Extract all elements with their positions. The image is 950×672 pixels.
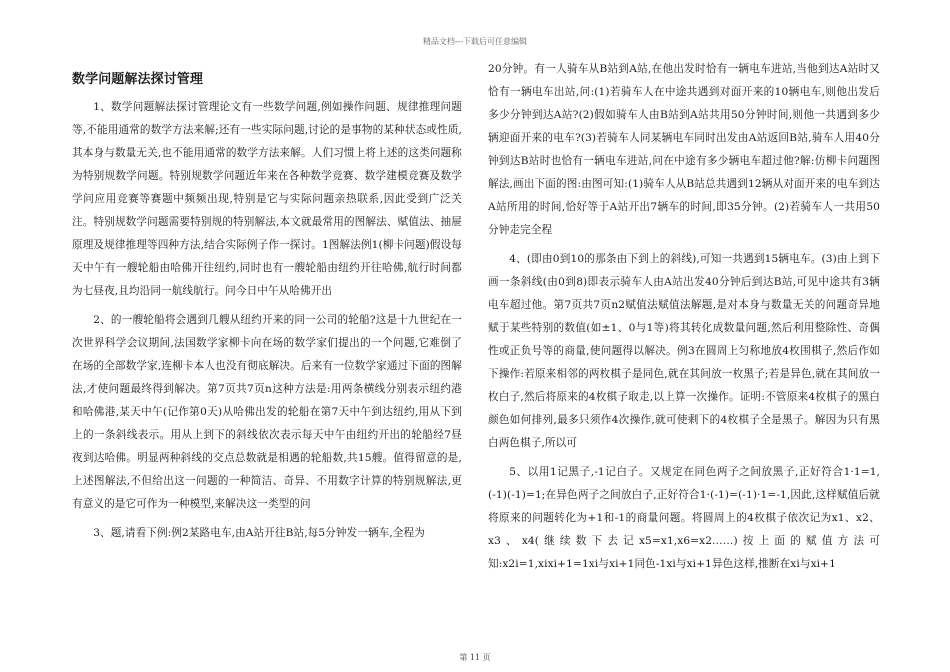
paragraph-4: 4、(即由0到10的那条由下到上的斜线),可知一共遇到15辆电车。(3)由上到下画一条斜线(由0到8)即表示骑车人由A站出发40分钟后到达B站,可见中途共有3辆电车超过他。第7页共7页n2赋值法赋值法解题,是对本身与数量无关的问题奇异地赋于某些特别的数值(如±1、0与1等)将其转化成数量问题,然后利用整除性、奇偶性或正负号等的商量,使问题得以解决。例3在圆周上匀称地放4枚围棋子,然后作如下操作:若原来相邻的两枚棋子是同色,就在其间放一枚黑子;若是异色,就在其间放一枚白子,然后将原来的4枚棋子取走,以上算一次操作。证明:不管原来4枚棋子的黑白颜色如何排列,最多只须作4次操作,就可使剩下的4枚棋子全是黑子。解因为只有黑白两色棋子,所以可 xyxy=(488,253,880,449)
page-number: 第 11 页 xyxy=(459,653,491,662)
paragraph-3: 3、题,请看下例:例2某路电车,由A站开往B站,每5分钟发一辆车,全程为 xyxy=(93,527,425,539)
paragraph-5: 5、以用1记黑子,-1记白子。又规定在同色两子之间放黑子,正好符合1·1=1,(-1)(-1)=1;在异色两子之间放白子,正好符合1·(-1)=(-1)·1=-1,因此,这样赋值后就将原来的问题转化为+1和-1的商量问题。将圆周上的4枚棋子依次记为x1、x2、x3、x4(继续数下去记x5=x1,x6=x2……)按上面的赋值方法可知:x2i=1,xixi+1=1xi与xi+1同色-1xi与xi+1异色这样,推断在xi与xi+1 xyxy=(488,466,880,570)
left-column xyxy=(72,58,462,551)
paragraph-2: 2、的一艘轮船将会遇到几艘从纽约开来的同一公司的轮船?这是十九世纪在一次世界科学会议期间,法国数学家柳卡向在场的数学家们提出的一个问题,它难倒了在场的全部数学家,连柳卡本人也没有彻底解决。后来有一位数学家通过下面的图解法,才使问题最终得到解决。第7页共7页n这种方法是:用两条横线分别表示纽约港和哈佛港,某天中午(记作第0天)从哈佛出发的轮船在第7天中午到达纽约,用从下到上的一条斜线表示。用从上到下的斜线依次表示每天中午由纽约开出的轮船经7昼夜到达哈佛。明显两种斜线的交点总数就是相遇的轮船数,共15艘。值得留意的是,上述图解法,不但给出这一问题的一种简洁、奇异、不用数字计算的特别规解法,更有意义的是它可作为一种模型,来解决这一类型的问 xyxy=(72,314,462,510)
page-header: 精品文档---下载后可任意编辑 xyxy=(422,37,528,46)
paragraph-3-continued: 20分钟。有一人骑车从B站到A站,在他出发时恰有一辆电车进站,当他到达A站时又恰有一辆电车出站,问:(1)若骑车人在中途共遇到对面开来的10辆电车,则他出发后多少分钟到达A站?(2)假如骑车人由B站到A站共用50分钟时间,则他一共遇到多少辆迎面开来的电车?(3)若骑车人同某辆电车同时出发由A站返回B站,骑车人用40分钟到达B站时也恰有一辆电车进站,问在中途有多少辆电车超过他?解:仿柳卡问题图解法,画出下面的图:由图可知:(1)骑车人从B站总共遇到12辆从对面开来的电车到达A站所用的时间,恰好等于A站开出7辆车的时间,即35分钟。(2)若骑车人一共用50分钟走完全程 xyxy=(488,63,880,236)
document-title: 数学问题解法探讨管理 xyxy=(72,72,204,87)
paragraph-1: 1、数学问题解法探讨管理论文有一些数学问题,例如操作问题、规律推理问题等,不能用通常的数学方法来解;还有一些实际问题,讨论的是事物的某种状态或性质,其本身与数量无关,也不能用通常的数学方法来解。人们习惯上将上述的这类问题称为特别规数学问题。特别规数学问题近年来在各种数学竞赛、数学建模竞赛及数学学问应用竞赛等赛题中频频出现,特别是它与实际问题亲热联系,因此受到广泛关注。特别规数学问题需要特别规的特别解法,本文就最常用的图解法、赋值法、抽屉原理及规律推理等四种方法,结合实际例子作一探讨。1图解法例1(柳卡问题)假设每天中午有一艘轮船由哈佛开往纽约,同时也有一艘轮船由纽约开往哈佛,航行时间都为七昼夜,且均沿同一航线航行。问今日中午从哈佛开出 xyxy=(72,101,462,297)
right-column xyxy=(488,58,880,582)
